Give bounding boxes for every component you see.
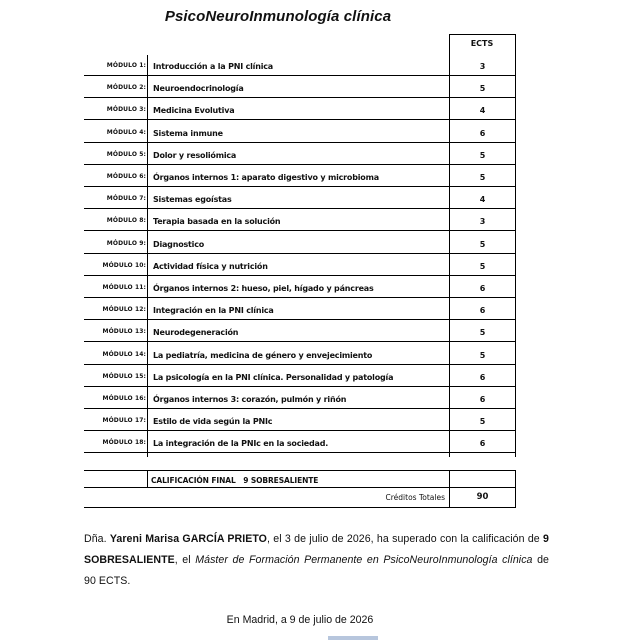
module-number: MÓDULO 10: [102, 261, 146, 269]
total-credits-value: 90 [476, 492, 489, 502]
module-credits: 5 [479, 350, 486, 360]
statement-text: de 90 ECTS. [84, 554, 549, 587]
row-underline [84, 253, 516, 254]
row-underline [84, 142, 516, 143]
module-credits: 5 [479, 84, 486, 94]
program-name: Máster de Formación Permanente en PsicoNeuroInmunología clínica [195, 554, 533, 566]
table-divider [449, 470, 450, 508]
module-number: MÓDULO 11: [102, 284, 146, 291]
module-credits: 3 [479, 217, 486, 227]
row-underline [84, 341, 516, 342]
module-subject: Diagnostico [153, 239, 205, 249]
row-underline [84, 97, 516, 98]
module-subject: Integración en la PNI clínica [153, 306, 274, 316]
module-credits: 6 [479, 284, 486, 293]
table-divider [84, 507, 516, 508]
module-credits: 4 [479, 195, 486, 205]
module-credits: 6 [479, 372, 486, 382]
module-number: MÓDULO 3: [106, 106, 146, 114]
total-credits-label: Créditos Totales [385, 493, 445, 502]
table-divider [84, 487, 516, 488]
student-name: Yareni Marisa GARCÍA PRIETO [109, 533, 267, 545]
module-subject: Medicina Evolutiva [153, 106, 235, 116]
row-underline [84, 164, 516, 165]
module-credits: 5 [479, 261, 486, 271]
row-underline [84, 452, 516, 453]
module-subject: Dolor y resoliómica [153, 150, 237, 160]
module-number: MÓDULO 18: [102, 439, 146, 447]
module-number: MÓDULO 13: [102, 328, 146, 336]
place-date: En Madrid, a 9 de julio de 2026 [226, 614, 374, 626]
module-number: MÓDULO 17: [102, 417, 146, 425]
module-number: MÓDULO 5: [106, 150, 146, 158]
module-credits: 3 [479, 62, 486, 71]
module-subject: Sistema inmune [153, 128, 223, 138]
module-credits: 6 [479, 439, 486, 449]
row-underline [84, 119, 516, 120]
row-underline [84, 297, 516, 298]
final-grade-label: CALIFICACIÓN FINAL [151, 476, 236, 485]
module-credits: 6 [479, 395, 486, 404]
document-title: PsicoNeuroInmunología clínica [164, 8, 392, 25]
module-credits: 4 [479, 106, 486, 116]
module-subject: La psicología en la PNI clínica. Personalidad y patología [153, 372, 394, 382]
statement-text: , el [174, 554, 196, 566]
statement-text: Dña. [84, 533, 110, 545]
module-credits: 5 [479, 173, 486, 182]
statement-grade: 9 SOBRESALIENTE [84, 533, 549, 566]
row-underline [84, 408, 516, 409]
row-underline [84, 208, 516, 209]
table-divider [84, 470, 516, 471]
module-number: MÓDULO 16: [102, 395, 146, 402]
module-subject: La integración de la PNIc en la sociedad. [153, 439, 329, 449]
certification-statement [84, 529, 549, 592]
module-credits: 5 [479, 417, 486, 427]
module-credits: 6 [479, 306, 486, 316]
table-divider [515, 470, 516, 508]
module-subject: Actividad física y nutrición [153, 261, 268, 271]
module-subject: Neuroendocrinología [153, 84, 244, 94]
module-subject: La pediatría, medicina de género y envejecimiento [153, 350, 373, 360]
final-grade [151, 476, 318, 485]
module-number: MÓDULO 4: [106, 128, 146, 136]
row-underline [84, 430, 516, 431]
module-number: MÓDULO 9: [106, 239, 146, 247]
module-number: MÓDULO 1: [106, 62, 146, 69]
signature-stamp-fragment [328, 636, 378, 640]
module-subject: Órganos internos 3: corazón, pulmón y riñón [153, 395, 347, 404]
row-underline [84, 75, 516, 76]
module-credits: 5 [479, 150, 486, 160]
row-underline [84, 275, 516, 276]
module-number: MÓDULO 12: [102, 306, 146, 314]
module-credits: 5 [479, 239, 486, 249]
table-divider [515, 34, 516, 55]
module-number: MÓDULO 15: [102, 372, 146, 380]
module-number: MÓDULO 6: [106, 173, 146, 180]
module-subject: Órganos internos 1: aparato digestivo y microbioma [153, 173, 379, 182]
table-divider [449, 34, 516, 35]
module-number: MÓDULO 8: [106, 217, 146, 225]
row-underline [84, 230, 516, 231]
module-subject: Órganos internos 2: hueso, piel, hígado y páncreas [153, 284, 374, 293]
module-number: MÓDULO 7: [106, 195, 146, 203]
module-credits: 5 [479, 328, 486, 338]
module-number: MÓDULO 14: [102, 350, 146, 358]
row-underline [84, 319, 516, 320]
module-number: MÓDULO 2: [106, 84, 146, 92]
ects-column-header: ECTS [470, 39, 494, 48]
module-subject: Introducción a la PNI clínica [153, 62, 273, 71]
table-divider [147, 470, 148, 487]
row-underline [84, 386, 516, 387]
module-credits: 6 [479, 128, 486, 138]
row-underline [84, 186, 516, 187]
module-subject: Terapia basada en la solución [153, 217, 281, 227]
final-grade-value: 9 SOBRESALIENTE [243, 476, 319, 485]
module-subject: Sistemas egoístas [153, 195, 232, 205]
module-subject: Estilo de vida según la PNIc [153, 417, 273, 427]
statement-text: , el 3 de julio de 2026, ha superado con la calificación de [266, 533, 544, 545]
module-subject: Neurodegeneración [153, 328, 239, 338]
row-underline [84, 364, 516, 365]
